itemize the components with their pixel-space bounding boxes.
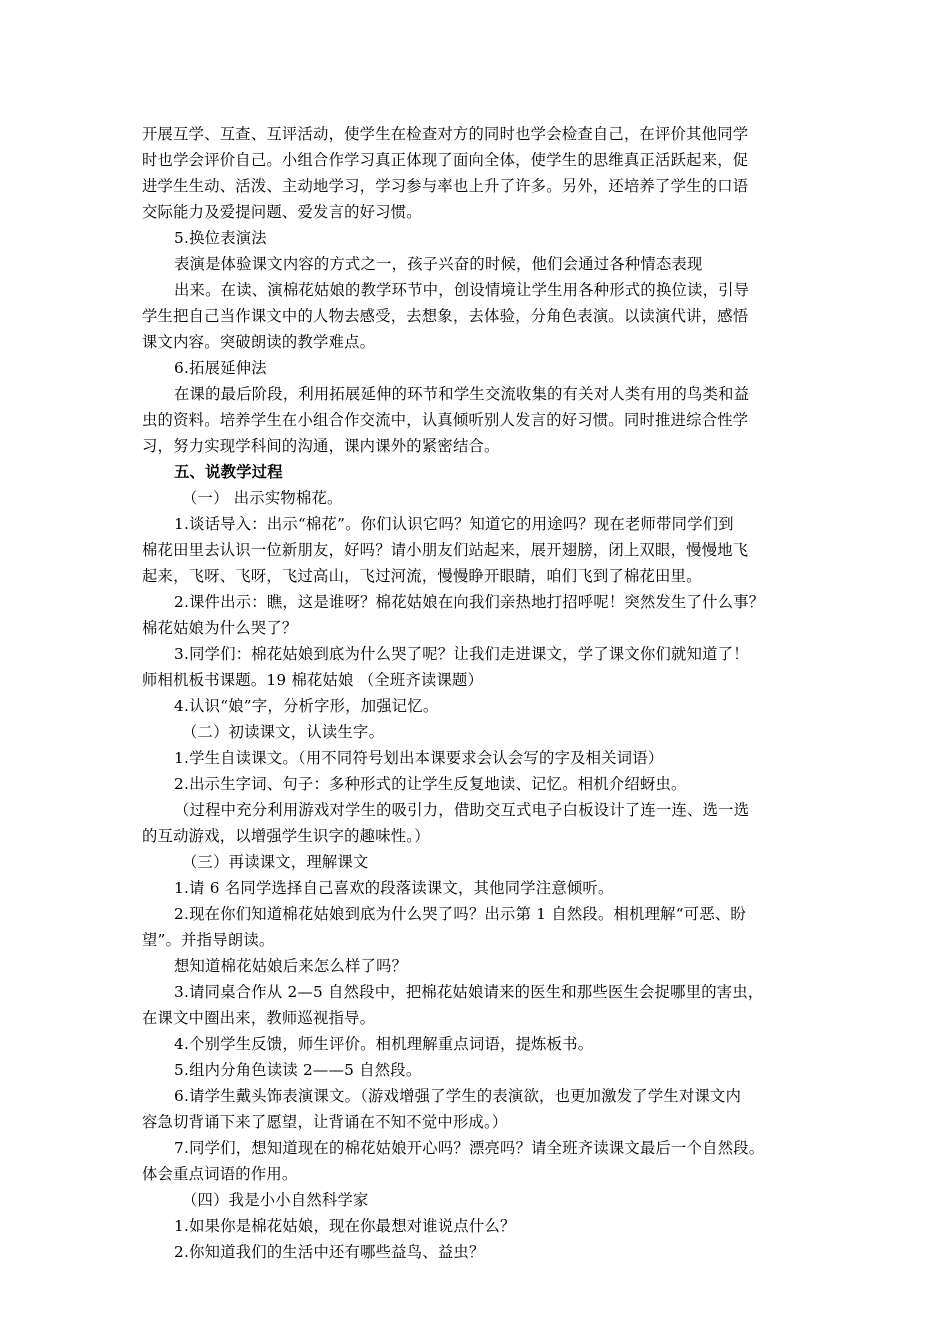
paragraph-line: 2.课件出示：瞧，这是谁呀？棉花姑娘在向我们亲热地打招呼呢！突然发生了什么事？ bbox=[174, 593, 765, 611]
paragraph-line: 1.谈话导入：出示“棉花”。你们认识它吗？知道它的用途吗？现在老师带同学们到 bbox=[174, 515, 734, 533]
paragraph-line: 学生把自己当作课文中的人物去感受，去想象，去体验，分角色表演。以读演代讲，感悟 bbox=[142, 307, 749, 325]
paragraph-line: 2.现在你们知道棉花姑娘到底为什么哭了吗？出示第 1 自然段。相机理解“可恶、盼 bbox=[174, 905, 746, 923]
paragraph-line: 进学生生动、活泼、主动地学习，学习参与率也上升了许多。另外，还培养了学生的口语 bbox=[142, 177, 749, 195]
paragraph-line: 习，努力实现学科间的沟通，课内课外的紧密结合。 bbox=[142, 437, 500, 455]
chapter-heading: 五、说教学过程 bbox=[174, 463, 283, 481]
paragraph-line: 容急切背诵下来了愿望，让背诵在不知不觉中形成。） bbox=[142, 1113, 508, 1131]
paragraph-line: 棉花姑娘为什么哭了？ bbox=[142, 619, 298, 637]
paragraph-line: 交际能力及爱提问题、爱发言的好习惯。 bbox=[142, 203, 422, 221]
paragraph-line: 虫的资料。培养学生在小组合作交流中，认真倾听别人发言的好习惯。同时推进综合性学 bbox=[142, 411, 749, 429]
paragraph-line: 7.同学们，想知道现在的棉花姑娘开心吗？漂亮吗？请全班齐读课文最后一个自然段。 bbox=[174, 1139, 765, 1157]
paragraph-line: 体会重点词语的作用。 bbox=[142, 1165, 298, 1183]
paragraph-line: 开展互学、互查、互评活动，使学生在检查对方的同时也学会检查自己，在评价其他同学 bbox=[142, 125, 749, 143]
paragraph-line: 师相机板书课题。19 棉花姑娘 （全班齐读课题） bbox=[142, 671, 484, 689]
paragraph-line: 的互动游戏，以增强学生识字的趣味性。） bbox=[142, 827, 430, 845]
subsection-title: （二）初读课文，认读生字。 bbox=[182, 723, 385, 741]
subsection-title: （四）我是小小自然科学家 bbox=[182, 1191, 369, 1209]
paragraph-line: 表演是体验课文内容的方式之一，孩子兴奋的时候，他们会通过各种情态表现 bbox=[174, 255, 703, 273]
paragraph-line: 课文内容。突破朗读的教学难点。 bbox=[142, 333, 376, 351]
paragraph-line: 4.认识“娘”字，分析字形，加强记忆。 bbox=[174, 697, 439, 715]
paragraph-line: 4.个别学生反馈，师生评价。相机理解重点词语，提炼板书。 bbox=[174, 1035, 594, 1053]
paragraph-line: 望”。并指导朗读。 bbox=[142, 931, 275, 949]
paragraph-line: 在课文中圈出来，教师巡视指导。 bbox=[142, 1009, 376, 1027]
paragraph-line: 1.学生自读课文。（用不同符号划出本课要求会认会写的字及相关词语） bbox=[174, 749, 664, 767]
paragraph-line: 棉花田里去认识一位新朋友，好吗？请小朋友们站起来，展开翅膀，闭上双眼，慢慢地飞 bbox=[142, 541, 749, 559]
paragraph-line: 5.组内分角色读读 2——5 自然段。 bbox=[174, 1061, 422, 1079]
paragraph-line: （过程中充分利用游戏对学生的吸引力，借助交互式电子白板设计了连一连、选一选 bbox=[174, 801, 750, 819]
paragraph-line: 6.请学生戴头饰表演课文。（游戏增强了学生的表演欲，也更加激发了学生对课文内 bbox=[174, 1087, 742, 1105]
paragraph-line: 1.如果你是棉花姑娘，现在你最想对谁说点什么？ bbox=[174, 1217, 516, 1235]
paragraph-line: 想知道棉花姑娘后来怎么样了吗？ bbox=[174, 957, 408, 975]
paragraph-line: 3.同学们：棉花姑娘到底为什么哭了呢？让我们走进课文，学了课文你们就知道了！ bbox=[174, 645, 749, 663]
paragraph-line: 出来。在读、演棉花姑娘的教学环节中，创设情境让学生用各种形式的换位读，引导 bbox=[174, 281, 750, 299]
paragraph-line: 起来，飞呀、飞呀，飞过高山，飞过河流，慢慢睁开眼睛，咱们飞到了棉花田里。 bbox=[142, 567, 702, 585]
paragraph-line: 2.出示生字词、句子：多种形式的让学生反复地读、记忆。相机介绍蚜虫。 bbox=[174, 775, 687, 793]
section-title: 5.换位表演法 bbox=[174, 229, 267, 247]
paragraph-line: 在课的最后阶段，利用拓展延伸的环节和学生交流收集的有关对人类有用的鸟类和益 bbox=[174, 385, 750, 403]
paragraph-line: 1.请 6 名同学选择自己喜欢的段落读课文，其他同学注意倾听。 bbox=[174, 879, 614, 897]
subsection-title: （一） 出示实物棉花。 bbox=[182, 489, 343, 507]
subsection-title: （三）再读课文，理解课文 bbox=[182, 853, 369, 871]
paragraph-line: 时也学会评价自己。小组合作学习真正体现了面向全体，使学生的思维真正活跃起来，促 bbox=[142, 151, 749, 169]
section-title: 6.拓展延伸法 bbox=[174, 359, 267, 377]
paragraph-line: 2.你知道我们的生活中还有哪些益鸟、益虫？ bbox=[174, 1243, 485, 1261]
paragraph-line: 3.请同桌合作从 2—5 自然段中，把棉花姑娘请来的医生和那些医生会捉哪里的害虫， bbox=[174, 983, 764, 1001]
